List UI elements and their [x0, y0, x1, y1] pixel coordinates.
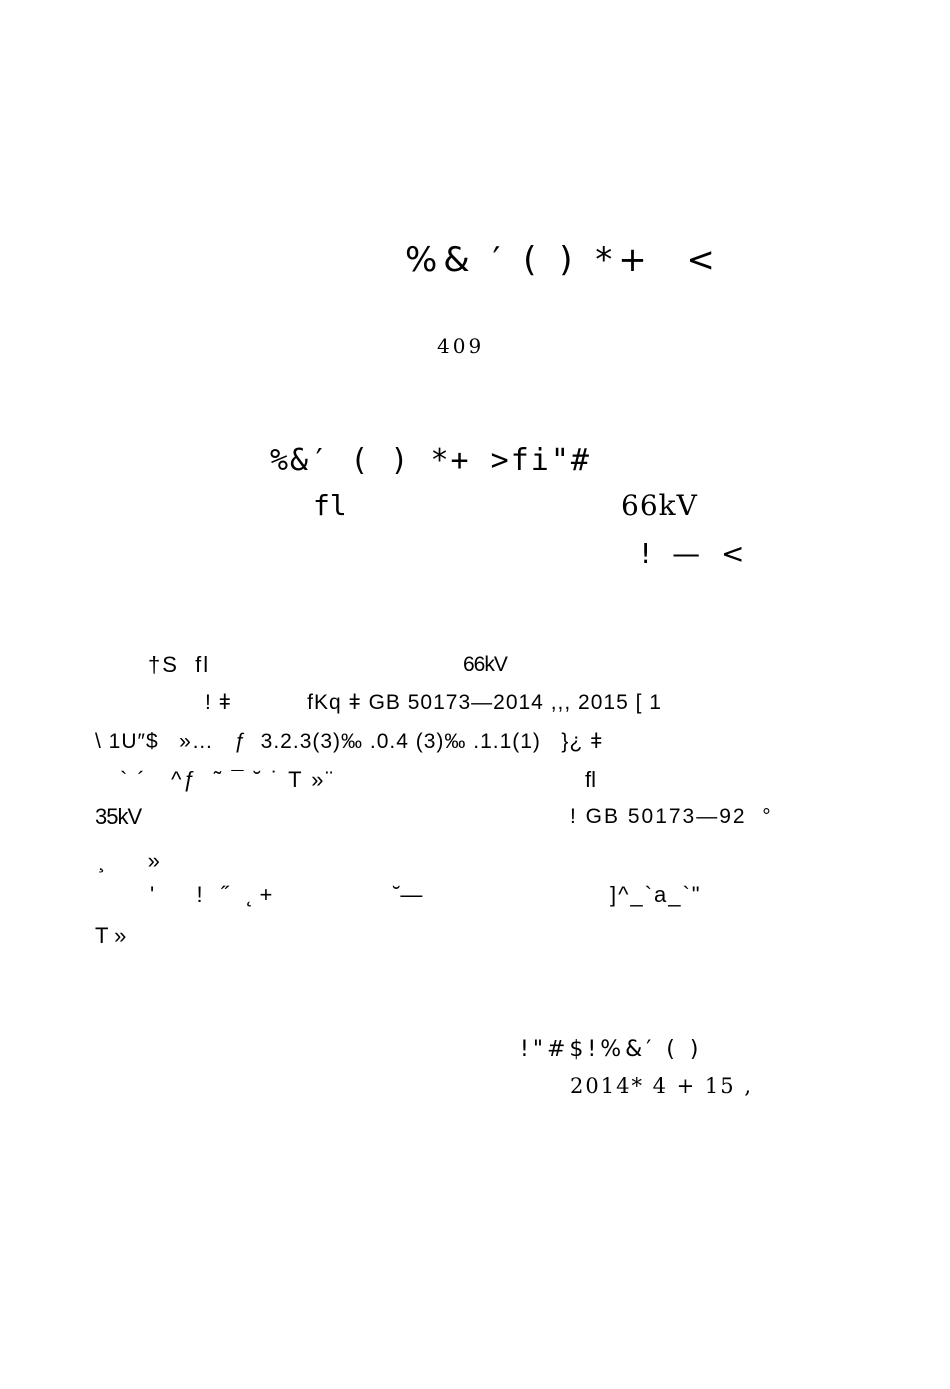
body-line-5-right: ! GB 50173—92 °: [570, 805, 773, 828]
subject-line-1: %&′ ( ) *+ >fi"#: [270, 443, 591, 478]
subject-line-2-left: fl: [313, 489, 347, 522]
body-line-7-right: ]^_`a_`": [610, 882, 702, 907]
signature-date: 2014* 4 + 15 ,: [570, 1074, 753, 1098]
body-line-1-left: †S fl: [148, 652, 211, 677]
body-line-1-right: 66kV: [463, 653, 507, 676]
body-line-2: ! ǂ fKq ǂ GB 50173—2014 ,,, 2015 [ 1: [205, 691, 662, 714]
document-number: 409: [437, 334, 485, 358]
body-line-7-left: ' ! ˝ ˛+: [150, 882, 279, 907]
subject-line-3: ! — <: [640, 537, 751, 570]
body-line-3: \ 1U″$ »… ƒ 3.2.3(3)‰ .0.4 (3)‰ .1.1(1) }¿ ǂ: [95, 730, 604, 753]
signature-organization: !"#$!%&′ ( ): [520, 1037, 703, 1062]
body-line-8: T »: [95, 923, 127, 948]
body-line-7-middle: ˘—: [393, 882, 423, 907]
body-line-4-right: fl: [585, 767, 596, 792]
issuer-title: %& ′ ( ) *+ <: [405, 240, 721, 280]
body-line-6: ¸ »: [98, 848, 166, 873]
subject-line-2-right: 66kV: [621, 489, 698, 522]
body-line-5-left: 35kV: [95, 804, 142, 829]
body-line-4-left: ` ´ ^ƒ ˜ ¯ ˘ ˙ T »¨: [120, 767, 335, 792]
